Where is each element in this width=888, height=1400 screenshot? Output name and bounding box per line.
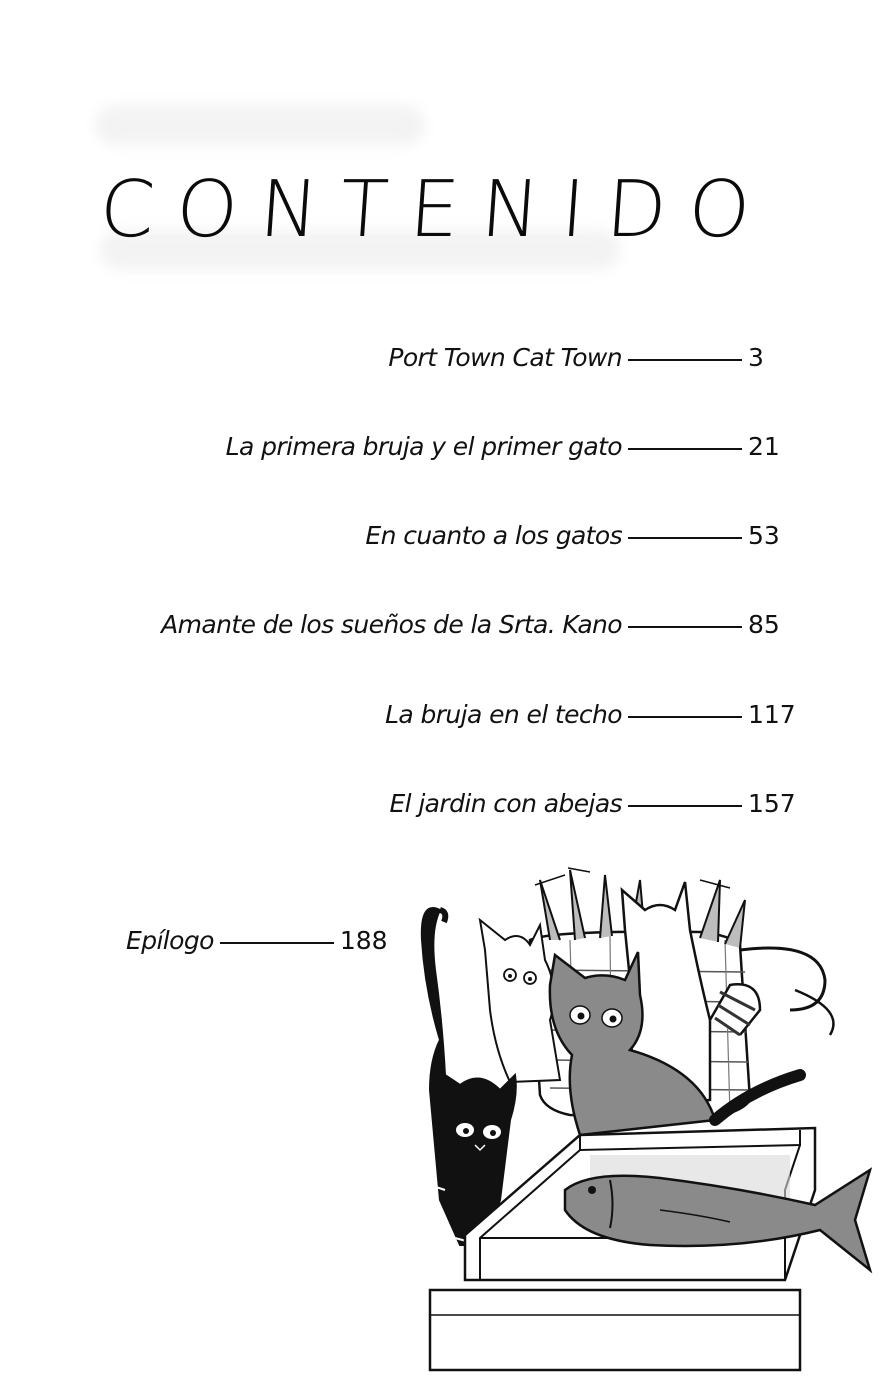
toc-entry-page: 188 [339,926,388,955]
toc-entry-page: 3 [748,343,764,372]
toc-entry-title: Epílogo [126,926,214,955]
toc-entry-page: 117 [748,700,796,729]
toc-leader-line [628,537,742,539]
toc-entry[interactable] [226,421,784,461]
toc-entry[interactable] [161,599,784,639]
toc-leader-line [628,448,742,450]
toc-entry-title: Port Town Cat Town [388,343,622,372]
toc-entry-page: 157 [748,789,796,818]
toc-entry-title: En cuanto a los gatos [365,521,622,550]
toc-leader-line [220,942,334,944]
toc-entry-title: La primera bruja y el primer gato [225,432,622,461]
toc-leader-line [628,716,742,718]
toc-leader-line [628,359,742,361]
cats-with-fish-basket-illustration [400,860,880,1390]
toc-entry-page: 85 [748,610,780,639]
toc-entry-title: Amante de los sueños de la Srta. Kano [161,610,622,639]
scan-smudge [95,105,425,145]
toc-leader-line [628,626,742,628]
toc-leader-line [628,805,742,807]
toc-entry[interactable] [365,510,784,550]
toc-entry[interactable] [385,689,796,729]
toc-entry-epilogue[interactable] [126,915,388,955]
toc-entry-title: El jardin con abejas [389,789,622,818]
toc-entry[interactable] [388,332,784,372]
page-title: CONTENIDO [96,165,776,255]
toc-entry[interactable] [389,778,796,818]
toc-entry-page: 21 [748,432,780,461]
toc-entry-title: La bruja en el techo [385,700,622,729]
toc-entry-page: 53 [748,521,780,550]
